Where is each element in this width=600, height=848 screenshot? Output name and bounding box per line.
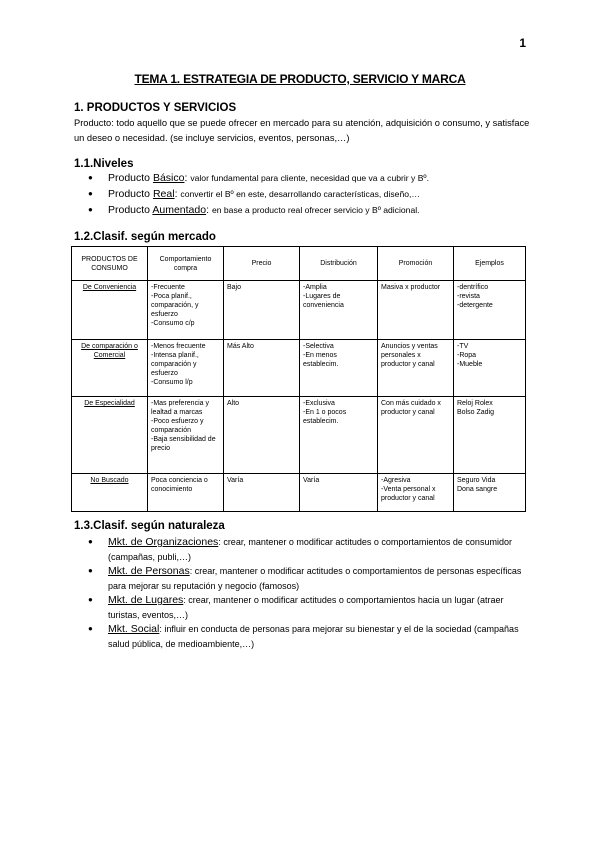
table-cell: Masiva x productor: [378, 281, 454, 340]
list-item: [88, 202, 528, 218]
column-header: PRODUCTOS DE CONSUMO: [72, 247, 148, 281]
column-header: Comportamiento compra: [148, 247, 224, 281]
table-cell: -Exclusiva -En 1 o pocos establecim.: [300, 397, 378, 474]
naturaleza-term: Mkt. de Lugares: [108, 594, 184, 606]
nivel-prefix: Producto: [108, 204, 153, 216]
nivel-sep: :: [184, 172, 191, 184]
list-item: [88, 535, 528, 564]
table-cell: -Menos frecuente -Intensa planif., comparación y esfuerzo -Consumo l/p: [148, 340, 224, 397]
nivel-prefix: Producto: [108, 188, 153, 200]
table-cell: Con más cuidado x productor y canal: [378, 397, 454, 474]
table-cell: -Frecuente -Poca planif., comparación, y esfuerzo -Consumo c/p: [148, 281, 224, 340]
table-cell: Varía: [300, 474, 378, 512]
section-heading-niveles: 1.1.Niveles: [74, 158, 134, 170]
section-heading-productos: 1. PRODUCTOS Y SERVICIOS: [74, 102, 237, 114]
table-row: [72, 281, 526, 340]
table-cell: -Amplia -Lugares de conveniencia: [300, 281, 378, 340]
table-cell: Poca conciencia o conocimiento: [148, 474, 224, 512]
list-item: [88, 564, 528, 593]
nivel-prefix: Producto: [108, 172, 153, 184]
table-cell: -TV -Ropa -Mueble: [454, 340, 526, 397]
table-cell: -dentrífico -revista -detergente: [454, 281, 526, 340]
naturaleza-term: Mkt. de Organizaciones: [108, 536, 219, 548]
table-row: [72, 397, 526, 474]
table-cell: Alto: [224, 397, 300, 474]
table-cell: De Especialidad: [72, 397, 148, 474]
column-header: Promoción: [378, 247, 454, 281]
nivel-term: Aumentado: [152, 204, 207, 216]
naturaleza-desc: : crear, mantener o modificar actitudes o comportamientos de personas específicas para mejorar su reputación y negocio (famosos): [108, 566, 522, 591]
table-cell: -Agresiva -Venta personal x productor y canal: [378, 474, 454, 512]
table-cell: -Selectiva -En menos establecim.: [300, 340, 378, 397]
document-title: TEMA 1. ESTRATEGIA DE PRODUCTO, SERVICIO Y MARCA: [134, 72, 466, 86]
naturaleza-term: Mkt. de Personas: [108, 565, 190, 577]
niveles-list: [88, 170, 528, 218]
table-cell: De comparación o Comercial: [72, 340, 148, 397]
column-header: Ejemplos: [454, 247, 526, 281]
table-cell: Más Alto: [224, 340, 300, 397]
section-heading-clasif-naturaleza: 1.3.Clasif. según naturaleza: [74, 520, 225, 532]
naturaleza-desc: : crear, mantener o modificar actitudes o comportamientos hacia un lugar (atraer turistas, eventos,…): [108, 595, 504, 620]
list-item: [88, 186, 528, 202]
list-item: [88, 170, 528, 186]
table-row: [72, 474, 526, 512]
column-header: Precio: [224, 247, 300, 281]
section-heading-clasif-mercado: 1.2.Clasif. según mercado: [74, 231, 216, 243]
table-cell: De Conveniencia: [72, 281, 148, 340]
nivel-desc: convertir el Bº en este, desarrollando características, diseño,…: [180, 189, 420, 199]
naturaleza-term: Mkt. Social: [108, 623, 160, 635]
table-header-row: [72, 247, 526, 281]
table-cell: Reloj Rolex Bolso Zadig: [454, 397, 526, 474]
nivel-term: Básico: [152, 172, 185, 184]
table-cell: No Buscado: [72, 474, 148, 512]
producto-definition: Producto: todo aquello que se puede ofrecer en mercado para su atención, adquisición o consumo, y satisface un deseo o necesidad. (se incluye servicios, eventos, personas,…): [74, 118, 530, 143]
table-cell: -Mas preferencia y lealtad a marcas -Poco esfuerzo y comparación -Baja sensibilidad de precio: [148, 397, 224, 474]
nivel-sep: :: [206, 204, 212, 216]
clasif-mercado-table: [71, 246, 526, 512]
table-cell: Varía: [224, 474, 300, 512]
nivel-sep: :: [174, 188, 181, 200]
table-cell: Bajo: [224, 281, 300, 340]
table-cell: Anuncios y ventas personales x productor y canal: [378, 340, 454, 397]
table-row: [72, 340, 526, 397]
list-item: [88, 593, 528, 622]
list-item: [88, 622, 528, 651]
nivel-desc: valor fundamental para cliente, necesidad que va a cubrir y Bº.: [190, 173, 429, 183]
naturaleza-list: [88, 535, 528, 651]
naturaleza-desc: : influir en conducta de personas para mejorar su bienestar y el de la sociedad (campañas salud pública, de medioambiente,…): [108, 624, 519, 649]
nivel-term: Real: [152, 188, 175, 200]
table-cell: Seguro Vida Dona sangre: [454, 474, 526, 512]
nivel-desc: en base a producto real ofrecer servicio y Bº adicional.: [211, 205, 420, 215]
page-number: 1: [519, 36, 526, 50]
naturaleza-desc: : crear, mantener o modificar actitudes o comportamientos de consumidor (campañas, publi,…): [108, 537, 512, 562]
column-header: Distribución: [300, 247, 378, 281]
